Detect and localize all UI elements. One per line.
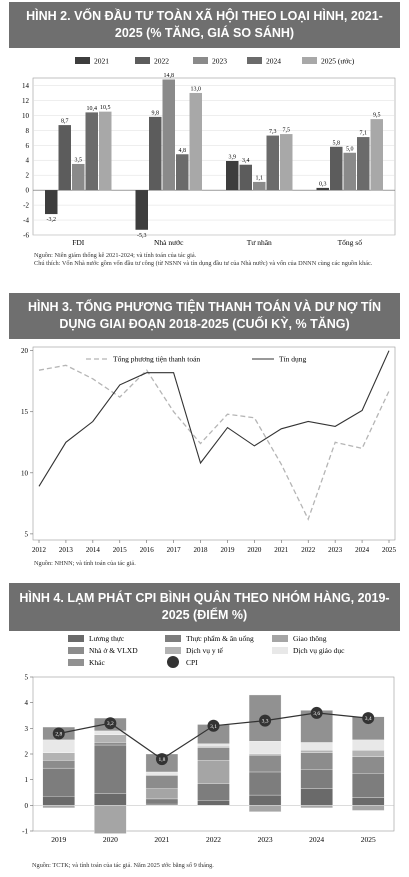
- x-tick-label: Nhà nước: [154, 238, 184, 247]
- legend-swatch: [68, 647, 84, 654]
- cpi-value-label: 3,3: [261, 718, 269, 725]
- stacked-bar-segment: [146, 804, 178, 805]
- legend-label: CPI: [186, 658, 198, 667]
- bar: [99, 112, 112, 191]
- bar-value-label: 7,1: [359, 130, 367, 137]
- legend-swatch: [135, 57, 150, 64]
- stacked-bar-segment: [301, 769, 333, 788]
- bar: [59, 125, 72, 190]
- stacked-bar-segment: [94, 745, 126, 794]
- stacked-bar-segment: [352, 757, 384, 774]
- cpi-value-label: 1,8: [158, 757, 166, 764]
- legend-swatch: [272, 635, 288, 642]
- legend-swatch: [167, 656, 179, 668]
- stacked-bar-segment: [146, 799, 178, 804]
- bar-value-label: 9,8: [151, 110, 159, 117]
- y-tick-label: 14: [22, 81, 29, 90]
- bar-value-label: 9,5: [373, 112, 381, 119]
- stacked-bar-segment: [146, 772, 178, 775]
- bar: [240, 165, 253, 190]
- y-tick-label: 5: [24, 673, 28, 682]
- stacked-bar-segment: [94, 794, 126, 806]
- bar-value-label: 3,9: [228, 154, 236, 161]
- chart2-title: HÌNH 3. TỔNG PHƯƠNG TIỆN THANH TOÁN VÀ DƯ NỢ TÍN DỤNG GIAI ĐOẠN 2018-2025 (CUỐI KỲ, % TĂNG): [9, 293, 400, 339]
- x-tick-label: Tư nhân: [246, 238, 272, 247]
- y-tick-label: -1: [22, 827, 28, 836]
- series-line: [39, 365, 389, 519]
- bar: [267, 136, 280, 191]
- y-tick-label: -4: [23, 216, 29, 225]
- x-tick-label: 2023: [257, 835, 273, 844]
- legend-swatch: [75, 57, 90, 64]
- stacked-bar-segment: [43, 805, 75, 808]
- legend-label: 2022: [154, 56, 169, 66]
- legend-swatch: [165, 647, 181, 654]
- x-tick-label: 2015: [112, 546, 127, 554]
- bar: [344, 153, 357, 190]
- x-tick-label: 2024: [355, 546, 370, 554]
- stacked-bar-segment: [249, 772, 281, 795]
- bar: [280, 134, 293, 190]
- y-tick-label: 0: [25, 186, 29, 195]
- stacked-bar-segment: [301, 750, 333, 753]
- stacked-bar-segment: [352, 773, 384, 797]
- bar-value-label: 0,3: [319, 181, 327, 188]
- legend-swatch: [165, 635, 181, 642]
- stacked-bar-segment: [146, 776, 178, 789]
- chart2-source: Nguồn: NHNN; và tính toán của tác giả.: [34, 560, 136, 567]
- y-tick-label: 20: [21, 347, 28, 356]
- y-tick-label: 10: [22, 111, 29, 120]
- y-tick-label: 3: [24, 724, 28, 733]
- legend-label: Tín dụng: [279, 354, 307, 364]
- bar-value-label: 5,8: [332, 140, 340, 147]
- chart1-source: Nguồn: Niên giám thống kê 2021-2024; và tính toán của tác giả.: [34, 252, 197, 259]
- y-tick-label: 2: [24, 750, 28, 759]
- y-tick-label: 10: [21, 469, 28, 478]
- bar-value-label: -3,2: [46, 217, 56, 224]
- stacked-bar-segment: [43, 740, 75, 753]
- stacked-bar-segment: [43, 768, 75, 796]
- legend-label: 2021: [94, 56, 109, 66]
- y-tick-label: 15: [21, 408, 28, 417]
- y-tick-label: 0: [24, 801, 28, 810]
- x-tick-label: 2018: [193, 546, 208, 554]
- x-tick-label: 2025: [382, 546, 396, 554]
- cpi-value-label: 3,2: [106, 721, 114, 728]
- legend-label: 2025 (ước): [321, 56, 355, 66]
- chart2-svg: [0, 339, 409, 563]
- stacked-bar-segment: [146, 789, 178, 799]
- bar: [371, 119, 384, 190]
- stacked-bar-segment: [249, 795, 281, 805]
- legend-label: 2023: [212, 56, 227, 66]
- legend-label: Dịch vụ y tế: [186, 646, 223, 655]
- legend-swatch: [272, 647, 288, 654]
- x-tick-label: 2021: [274, 546, 289, 554]
- stacked-bar-segment: [301, 753, 333, 770]
- bar-value-label: 3,4: [242, 158, 250, 165]
- stacked-bar-segment: [198, 744, 230, 747]
- stacked-bar-segment: [249, 754, 281, 755]
- chart1-title: HÌNH 2. VỐN ĐẦU TƯ TOÀN XÃ HỘI THEO LOẠI HÌNH, 2021-2025 (% TĂNG, GIÁ SO SÁNH): [9, 2, 400, 48]
- bar: [45, 190, 58, 214]
- legend-label: 2024: [266, 56, 281, 66]
- stacked-bar-segment: [352, 798, 384, 806]
- stacked-bar-segment: [198, 760, 230, 783]
- bar-value-label: 7,5: [282, 127, 290, 134]
- stacked-bar-segment: [146, 775, 178, 776]
- chart3-svg: [0, 631, 409, 866]
- legend-label: Tổng phương tiện thanh toán: [113, 354, 201, 364]
- y-tick-label: -2: [23, 201, 29, 210]
- bar-value-label: 7,3: [269, 129, 277, 136]
- x-tick-label: 2019: [220, 546, 235, 554]
- y-tick-label: 4: [24, 699, 28, 708]
- chart1-footnote: Chú thích: Vốn Nhà nước gồm vốn đầu tư công (từ NSNN và tín dụng đầu tư của Nhà nước) và vốn của DNNN cùng các nguồn khác.: [34, 260, 373, 267]
- legend-label: Nhà ở & VLXD: [89, 646, 138, 655]
- x-tick-label: 2020: [102, 835, 118, 844]
- series-line: [39, 351, 389, 487]
- stacked-bar-segment: [94, 805, 126, 833]
- x-tick-label: 2019: [51, 835, 67, 844]
- legend-label: Lương thực: [89, 634, 125, 643]
- legend-swatch: [247, 57, 262, 64]
- cpi-value-label: 3,6: [313, 710, 321, 717]
- stacked-bar-segment: [249, 805, 281, 811]
- y-tick-label: -6: [23, 231, 29, 240]
- bar: [72, 164, 85, 190]
- legend-swatch: [302, 57, 317, 64]
- bar: [163, 79, 176, 190]
- bar-value-label: 14,8: [163, 72, 174, 79]
- stacked-bar-segment: [94, 735, 126, 743]
- bar: [136, 190, 149, 230]
- legend-label: Giao thông: [293, 634, 327, 643]
- stacked-bar-segment: [198, 784, 230, 801]
- legend-swatch: [68, 635, 84, 642]
- stacked-bar-segment: [301, 805, 333, 808]
- x-tick-label: 2014: [85, 546, 100, 554]
- cpi-value-label: 3,1: [210, 723, 217, 730]
- stacked-bar-segment: [43, 796, 75, 805]
- legend-swatch: [193, 57, 208, 64]
- bar-value-label: 8,7: [61, 118, 69, 125]
- bar-value-label: 10,5: [100, 105, 111, 112]
- bar: [86, 112, 99, 190]
- x-tick-label: 2016: [139, 546, 154, 554]
- x-tick-label: 2020: [247, 546, 262, 554]
- x-tick-label: 2017: [166, 546, 181, 554]
- stacked-bar-segment: [43, 753, 75, 761]
- stacked-bar-segment: [198, 748, 230, 761]
- bar: [317, 188, 330, 190]
- stacked-bar-segment: [352, 740, 384, 750]
- bar: [357, 137, 370, 190]
- y-tick-label: 2: [25, 171, 29, 180]
- bar-value-label: 10,4: [86, 105, 97, 112]
- stacked-bar-segment: [198, 746, 230, 747]
- x-tick-label: 2012: [32, 546, 46, 554]
- bar-value-label: 5,0: [346, 146, 354, 153]
- stacked-bar-segment: [352, 805, 384, 810]
- cpi-value-label: 3,4: [364, 716, 372, 723]
- bar: [190, 93, 203, 190]
- x-tick-label: 2024: [309, 835, 325, 844]
- bar-value-label: -5,3: [137, 232, 147, 239]
- y-tick-label: 5: [24, 530, 28, 539]
- chart3-title: HÌNH 4. LẠM PHÁT CPI BÌNH QUÂN THEO NHÓM HÀNG, 2019-2025 (ĐIỂM %): [9, 583, 400, 631]
- stacked-bar-segment: [94, 742, 126, 745]
- x-tick-label: 2021: [154, 835, 170, 844]
- x-tick-label: 2022: [301, 546, 316, 554]
- x-tick-label: 2025: [360, 835, 376, 844]
- legend-label: Khác: [89, 658, 105, 667]
- x-tick-label: Tổng số: [337, 238, 362, 247]
- stacked-bar-segment: [301, 742, 333, 750]
- stacked-bar-segment: [301, 789, 333, 806]
- bar-value-label: 1,1: [255, 175, 263, 182]
- stacked-bar-segment: [352, 750, 384, 756]
- bar: [330, 147, 343, 190]
- bar: [149, 117, 162, 190]
- y-tick-label: 8: [25, 126, 29, 135]
- bar-value-label: 3,5: [74, 157, 82, 164]
- legend-label: Dịch vụ giáo dục: [293, 646, 345, 655]
- y-tick-label: 1: [24, 776, 28, 785]
- y-tick-label: 12: [22, 96, 29, 105]
- y-tick-label: 4: [25, 156, 29, 165]
- cpi-value-label: 2,8: [55, 731, 63, 738]
- legend-label: Thực phẩm & ăn uống: [186, 634, 254, 643]
- x-tick-label: 2013: [58, 546, 73, 554]
- x-tick-label: 2022: [206, 835, 221, 844]
- stacked-bar-segment: [43, 760, 75, 768]
- y-tick-label: 6: [25, 141, 29, 150]
- stacked-bar-segment: [249, 741, 281, 754]
- legend-swatch: [68, 659, 84, 666]
- stacked-bar-segment: [249, 755, 281, 772]
- chart3-source: Nguồn: TCTK; và tính toán của tác giả. Năm 2025 ước bằng số 9 tháng.: [32, 862, 214, 869]
- bar: [253, 182, 266, 190]
- bar-value-label: 13,0: [190, 86, 201, 93]
- bar: [226, 161, 239, 190]
- bar: [176, 154, 189, 190]
- stacked-bar-segment: [198, 800, 230, 805]
- bar-value-label: 4,8: [178, 147, 186, 154]
- x-tick-label: FDI: [72, 238, 85, 247]
- x-tick-label: 2023: [328, 546, 343, 554]
